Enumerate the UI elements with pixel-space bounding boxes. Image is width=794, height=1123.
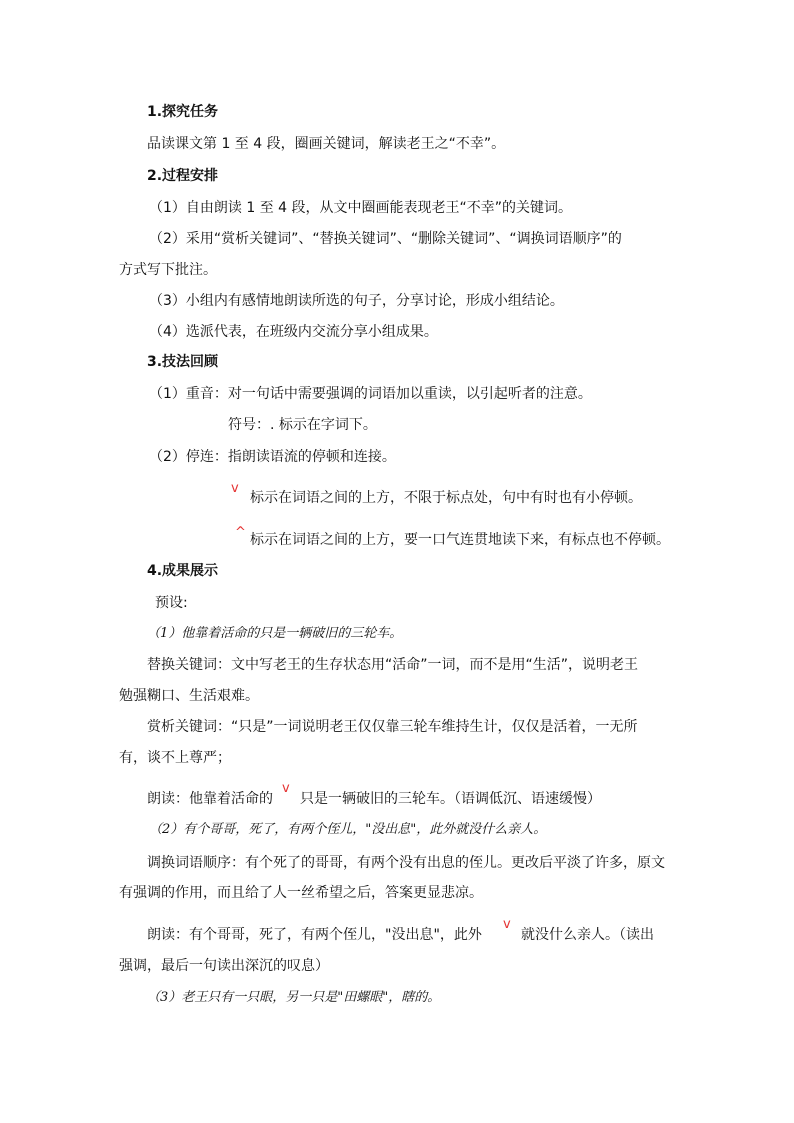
example-1-replace: 替换关键词：文中写老王的生存状态用“活命”一词，而不是用“生活”，说明老王 bbox=[147, 657, 639, 673]
section-2-heading: 2.过程安排 bbox=[147, 168, 219, 184]
preset-label: 预设: bbox=[155, 595, 188, 611]
technique-link-desc: 标示在词语之间的上方，要一口气连贯地读下来，有标点也不停顿。 bbox=[250, 532, 670, 548]
example-3-quote: （3）老王只有一只眼，另一只是"田螺眼"，瞎的。 bbox=[147, 990, 441, 1005]
example-2-read-a: 朗读：有个哥哥，死了，有两个侄儿，"没出息"，此外 bbox=[147, 927, 482, 943]
example-1-replace-cont: 勉强糊口、生活艰难。 bbox=[119, 688, 259, 704]
process-item-1: （1）自由朗读 1 至 4 段，从文中圈画能表现老王“不幸”的关键词。 bbox=[149, 200, 573, 216]
example-1-read-b: 只是一辆破旧的三轮车。（语调低沉、语速缓慢） bbox=[300, 791, 601, 807]
process-item-3: （3）小组内有感情地朗读所选的句子，分享讨论，形成小组结论。 bbox=[149, 293, 564, 309]
example-1-quote: （1）他靠着活命的只是一辆破旧的三轮车。 bbox=[147, 626, 403, 641]
technique-stress: （1）重音：对一句话中需要强调的词语加以重读，以引起听者的注意。 bbox=[149, 386, 592, 402]
example-1-read-a: 朗读：他靠着活命的 bbox=[147, 791, 273, 807]
pause-mark-icon: v bbox=[503, 917, 511, 932]
section-1-heading: 1.探究任务 bbox=[147, 104, 219, 120]
example-1-analyze-cont: 有，谈不上尊严； bbox=[119, 750, 231, 766]
link-mark-icon: ^ bbox=[235, 525, 246, 540]
section-3-heading: 3.技法回顾 bbox=[147, 354, 219, 370]
technique-pause-desc: 标示在词语之间的上方，不限于标点处，句中有时也有小停顿。 bbox=[250, 490, 642, 506]
section-4-heading: 4.成果展示 bbox=[147, 563, 219, 579]
process-item-2-cont: 方式写下批注。 bbox=[119, 262, 217, 278]
technique-stress-symbol: 符号：. 标示在字词下。 bbox=[228, 417, 377, 433]
example-2-quote: （2）有个哥哥，死了，有两个侄儿，"没出息"，此外就没什么亲人。 bbox=[149, 822, 547, 837]
technique-pause: （2）停连：指朗读语流的停顿和连接。 bbox=[149, 449, 396, 465]
pause-mark-icon: v bbox=[231, 481, 239, 496]
process-item-2: （2）采用“赏析关键词”、“替换关键词”、“删除关键词”、“调换词语顺序”的 bbox=[149, 231, 622, 247]
example-2-read-cont: 强调，最后一句读出深沉的叹息） bbox=[119, 958, 329, 974]
pause-mark-icon: v bbox=[282, 781, 290, 796]
section-1-body: 品读课文第 1 至 4 段，圈画关键词，解读老王之“不幸”。 bbox=[147, 136, 506, 152]
example-1-analyze: 赏析关键词：“只是”一词说明老王仅仅靠三轮车维持生计，仅仅是活着，一无所 bbox=[147, 719, 638, 735]
example-2-reorder-cont: 有强调的作用，而且给了人一丝希望之后，答案更显悲凉。 bbox=[119, 885, 483, 901]
process-item-4: （4）选派代表，在班级内交流分享小组成果。 bbox=[149, 324, 438, 340]
example-2-reorder: 调换词语顺序：有个死了的哥哥，有两个没有出息的侄儿。更改后平淡了许多，原文 bbox=[147, 855, 665, 871]
example-2-read-b: 就没什么亲人。（读出 bbox=[521, 927, 654, 943]
